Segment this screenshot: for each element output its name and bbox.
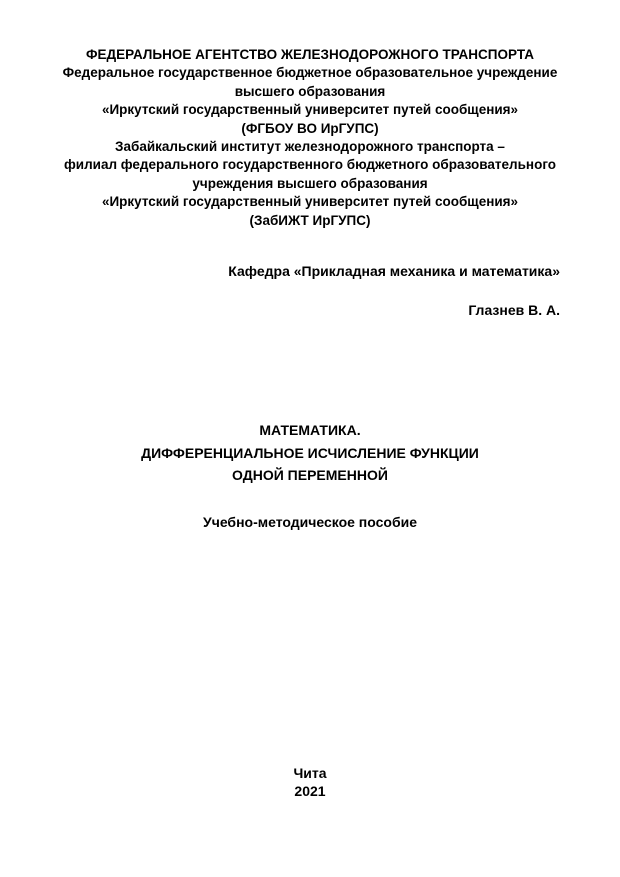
header-line-institution-type: Федеральное государственное бюджетное образовательное учреждение: [62, 65, 558, 81]
title-line-1: МАТЕМАТИКА.: [259, 422, 361, 438]
header-line-institute: Забайкальский институт железнодорожного транспорта –: [115, 139, 505, 155]
department-name: Кафедра «Прикладная механика и математика»: [228, 263, 560, 279]
publication-footer: [0, 764, 620, 800]
publication-year: 2021: [294, 783, 326, 799]
header-line-branch-cont: учреждения высшего образования: [192, 175, 428, 191]
author-name: Глазнев В. А.: [468, 302, 560, 318]
header-line-university-name: «Иркутский государственный университет путей сообщения»: [101, 102, 519, 118]
header-line-agency: ФЕДЕРАЛЬНОЕ АГЕНТСТВО ЖЕЛЕЗНОДОРОЖНОГО ТРАНСПОРТА: [86, 47, 534, 62]
title-line-2: ДИФФЕРЕНЦИАЛЬНОЕ ИСЧИСЛЕНИЕ ФУНКЦИИ: [141, 444, 479, 461]
document-type: Учебно-методическое пособие: [202, 514, 417, 530]
header-line-university-abbr: (ФГБОУ ВО ИрГУПС): [241, 120, 379, 136]
institution-header: [0, 46, 620, 230]
header-line-university-name-2: «Иркутский государственный университет путей сообщения»: [101, 194, 519, 210]
title-line-3: ОДНОЙ ПЕРЕМЕННОЙ: [232, 467, 388, 483]
header-line-education-level: высшего образования: [234, 83, 386, 99]
publication-city: Чита: [293, 765, 327, 781]
header-line-branch: филиал федерального государственного бюджетного образовательного: [63, 157, 557, 173]
header-line-branch-abbr: (ЗабИЖТ ИрГУПС): [249, 212, 371, 228]
document-title: [0, 419, 620, 487]
